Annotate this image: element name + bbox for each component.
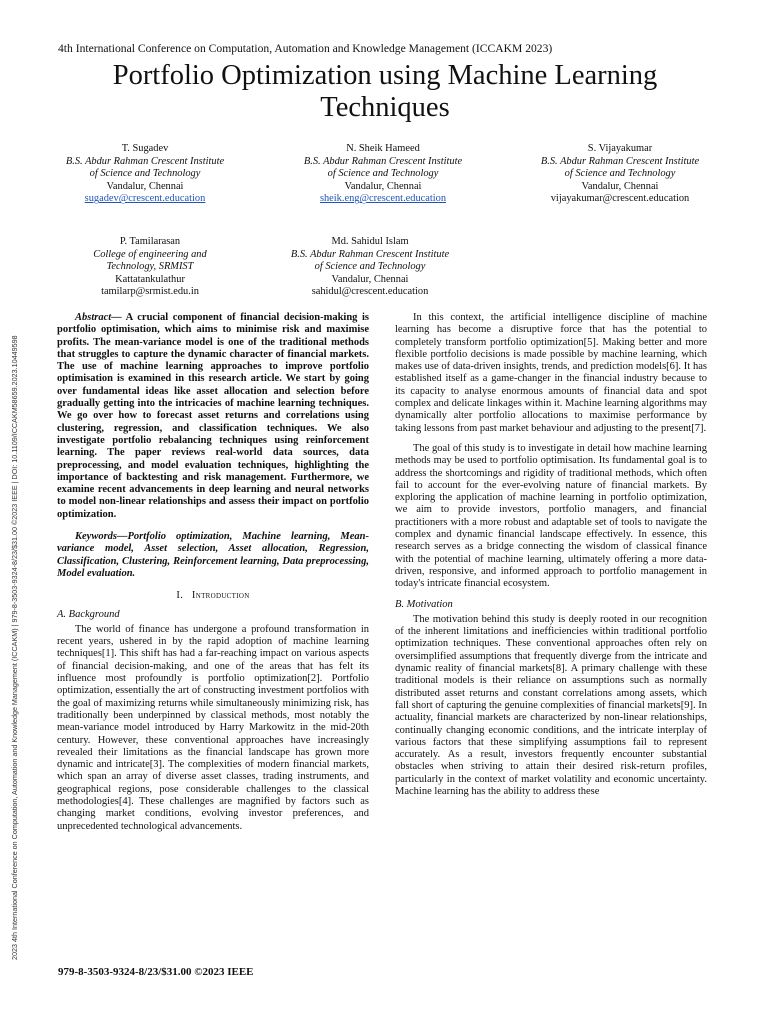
author-affiliation: of Science and Technology [314,261,426,273]
abstract-text: — A crucial component of financial decision-making is portfolio optimisation, which aims to minimise risk and maximise profits. The mean-variance model is one of the traditional methods that struggles to capture the dynamic character of financial markets. The use of machine learning approaches to improve portfolio optimisation is examined in this research article. We start by going over fundamental ideas like asset allocation and selection before gradually getting into the intricacies of machine learning techniques. We go over how to forecast asset returns and correlations using clustering, regression, and classification techniques. We also investigate portfolio rebalancing techniques using reinforcement learning. The paper reviews real-world data sources, data preprocessing, and model evaluation techniques, highlighting the importance of backtesting and risk management. Furthermore, we examine recent advancements in deep learning and neural networks to model non-linear relationships and assess their impact on portfolio optimization. [57,312,369,520]
author-name: T. Sugadev [121,143,169,154]
author-name: N. Sheik Hameed [346,143,420,154]
right-column [395,312,707,798]
side-identifier-text: 2023 4th International Conference on Computation, Automation and Knowledge Management (ICCAKM) | 979-8-3503-9324-8/23/$31.00 ©2023 IEEE | DOI: 10.1109/ICCAKM58659.2023.10449598 [10,335,19,960]
author-block [268,143,498,206]
author-email-link[interactable]: sheik.eng@crescent.education [319,193,447,205]
author-block [30,143,260,206]
section-heading [57,590,369,602]
author-name: S. Vijayakumar [587,143,653,154]
subsection-heading-motivation: B. Motivation [395,598,453,610]
author-city: Vandalur, Chennai [331,273,409,285]
motivation-paragraph: The motivation behind this study is deeply rooted in our recognition of the inherent limitations and inefficiencies within traditional portfolio optimization techniques. These conventional approaches often rely on oversimplified assumptions that frequently diverge from the intricate and dynamic reality of financial markets[8]. A primary challenge with these traditional models is their reliance on assumptions such as normally distributed asset returns and constant correlations among assets, which fall short of capturing the genuine complexities of financial markets[9]. In actuality, financial markets are characterized by non-linear relationships, continually changing economic conditions, and the intricate interplay of various factors that these simplifying assumptions fail to represent accurately. As a result, investors frequently encounter substantial obstacles when striving to attain their desired risk-return profiles, particularly in the context of market volatility and economic uncertainty. Machine learning has the ability to address these [395,613,707,797]
author-affiliation: B.S. Abdur Rahman Crescent Institute [290,248,450,260]
author-email: vijayakumar@crescent.education [550,193,690,205]
author-email: tamilarp@srmist.edu.in [101,286,199,298]
author-affiliation: of Science and Technology [327,168,439,180]
author-block [35,236,265,299]
keywords-label: Keywords [75,531,117,543]
abstract-label: Abstract [75,312,112,323]
body-paragraph: In this context, the artificial intelligence discipline of machine learning has become a disruptive force that has the potential to completely transform portfolio optimization[5]. Making better and more flexible portfolio decisions is made possible by machine learning, which makes use of data-driven insights, trends, and prediction models[6]. It has established itself as a game-changer in the financial industry because to its capacity to analyse enormous amounts of financial data and spot complex and delicate linkages within it. Machine learning algorithms may dynamically alter portfolio allocations to maximise performance by taking lessons from past market behaviour and adjusting to the present[7]. [395,312,707,434]
subsection-heading-background: A. Background [57,608,120,620]
abstract [57,312,369,521]
author-affiliation: of Science and Technology [89,168,201,180]
author-city: Vandalur, Chennai [106,180,184,192]
author-affiliation: College of engineering and [93,248,207,260]
paper-title: Portfolio Optimization using Machine Learning Techniques [112,60,658,123]
author-affiliation: B.S. Abdur Rahman Crescent Institute [540,155,700,167]
left-column [57,312,369,833]
author-affiliation: B.S. Abdur Rahman Crescent Institute [303,155,463,167]
conference-header: 4th International Conference on Computation, Automation and Knowledge Management (ICCAKM 2023) [58,42,553,55]
author-city: Vandalur, Chennai [344,180,422,192]
section-number: I. [176,590,184,602]
author-affiliation: Technology, SRMIST [106,261,194,273]
author-email-link[interactable]: sugadev@crescent.education [84,193,206,205]
background-paragraph: The world of finance has undergone a profound transformation in recent years, ushered in by the rapid adoption of machine learning techniques[1]. This shift has had a far-reaching impact on various aspects of financial decision-making, and one of the areas that has felt its influence most profoundly is portfolio optimization[2]. Portfolio optimization, essentially the art of constructing investment portfolios with the goal of maximizing returns while simultaneously minimizing risk, has traditionally been underpinned by classical methods, most notably the mean-variance model introduced by Harry Markowitz in the mid-20th century. However, these conventional approaches have increasingly revealed their limitations as the financial landscape has grown more dynamic and intricate[3]. The complexities of modern financial markets, which span an array of diverse asset classes, trading instruments, and geographical regions, pose considerable challenges to the classical methodologies[4]. These challenges are magnified by factors such as changing market conditions, evolving investor preferences, and unprecedented technological advancements. [57,623,369,832]
author-email: sahidul@crescent.education [311,286,429,298]
author-block [505,143,735,206]
keywords-text: —Portfolio optimization, Machine learning, Mean-variance model, Asset selection, Asset allocation, Regression, Classification, Clustering, Reinforcement learning, Data preprocessing, Model evaluation. [57,531,369,579]
copyright-footer: 979-8-3503-9324-8/23/$31.00 ©2023 IEEE [58,966,254,978]
body-paragraph: The goal of this study is to investigate in detail how machine learning methods may be used to portfolio optimisation. Its fundamental goal is to address the shortcomings and rigidity of traditional methods, which often fail to account for the ever-evolving nature of financial markets. By exploring the application of machine learning in portfolio optimization, we aim to provide investors, portfolio managers, and financial practitioners with a more robust and adaptable set of tools to navigate the complex and dynamic financial landscape effectively. In essence, this research serves as a bridge connecting the wisdom of classical finance with the potential of machine learning, ultimately offering a more data-driven, responsive, and informed approach to portfolio management in today's intricate financial ecosystem. [395,442,707,590]
author-affiliation: of Science and Technology [564,168,676,180]
keywords [57,531,369,580]
author-affiliation: B.S. Abdur Rahman Crescent Institute [65,155,225,167]
author-city: Kattatankulathur [115,273,185,285]
section-title: Introduction [191,590,250,602]
author-name: P. Tamilarasan [119,236,181,247]
author-city: Vandalur, Chennai [581,180,659,192]
author-block [255,236,485,299]
author-name: Md. Sahidul Islam [331,236,409,247]
